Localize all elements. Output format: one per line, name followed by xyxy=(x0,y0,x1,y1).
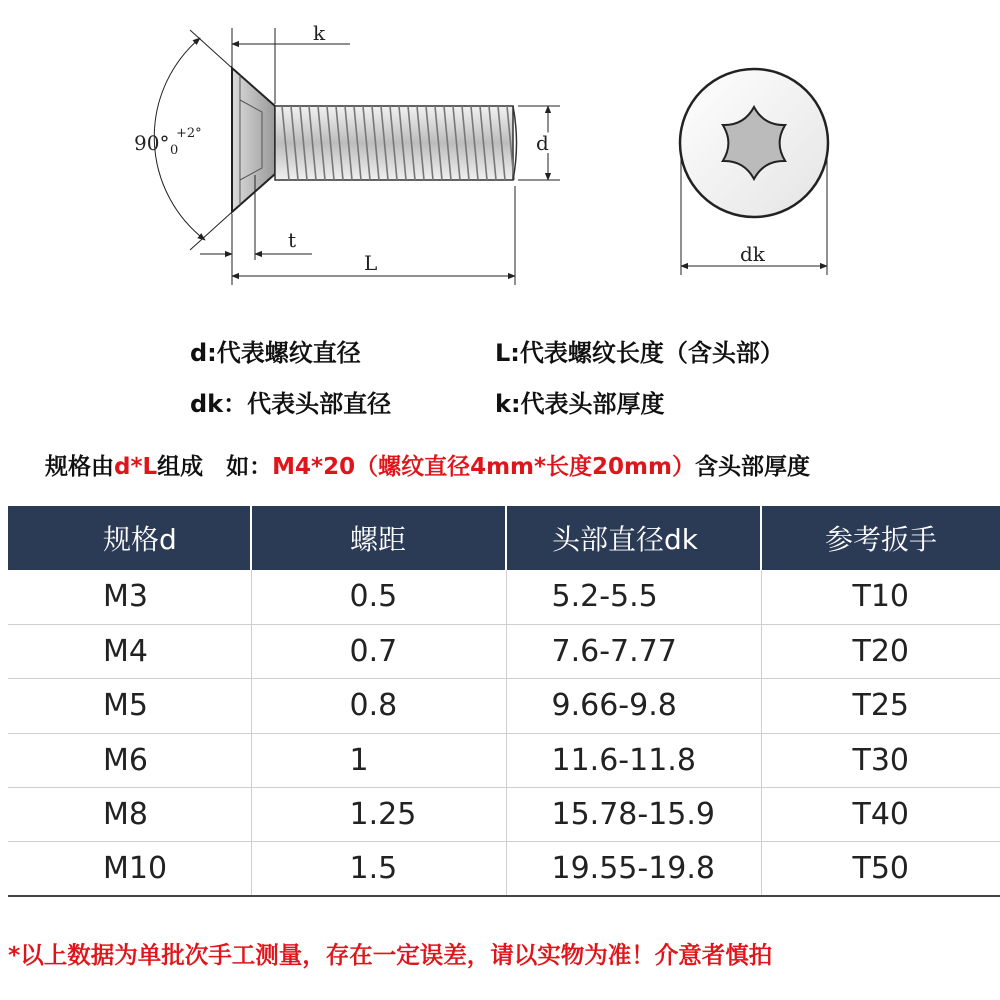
spec-description xyxy=(45,448,810,481)
cell-head-diameter: 11.6-11.8 xyxy=(506,733,761,787)
cell-size: M3 xyxy=(8,570,251,624)
dim-d xyxy=(518,106,560,180)
cell-head-diameter: 5.2-5.5 xyxy=(506,570,761,624)
disclaimer-note: *以上数据为单批次手工测量，存在一定误差，请以实物为准！介意者慎拍 xyxy=(8,941,773,969)
dim-angle xyxy=(134,30,232,250)
legend-dk: dk：代表头部直径 xyxy=(190,390,392,418)
header-pitch: 螺距 xyxy=(251,506,506,570)
table-row xyxy=(8,679,1000,733)
cell-size: M8 xyxy=(8,788,251,842)
label-angle-tol-top: +2° xyxy=(176,126,202,141)
cell-head-diameter: 15.78-15.9 xyxy=(506,788,761,842)
spec-middle: 组成 如： xyxy=(157,454,273,480)
cell-size: M10 xyxy=(8,842,251,896)
spec-formula: d*L xyxy=(114,454,158,480)
cell-size: M5 xyxy=(8,679,251,733)
table-row xyxy=(8,842,1000,896)
cell-size: M6 xyxy=(8,733,251,787)
screw-technical-drawing xyxy=(0,0,1000,300)
header-wrench: 参考扳手 xyxy=(761,506,1000,570)
cell-pitch: 1.5 xyxy=(251,842,506,896)
table-header-row xyxy=(8,506,1000,570)
legend-k: k:代表头部厚度 xyxy=(495,390,665,418)
cell-wrench: T50 xyxy=(761,842,1000,896)
legend-d: d:代表螺纹直径 xyxy=(190,339,361,367)
cell-head-diameter: 7.6-7.77 xyxy=(506,624,761,678)
cell-wrench: T25 xyxy=(761,679,1000,733)
header-size: 规格d xyxy=(8,506,251,570)
cell-size: M4 xyxy=(8,624,251,678)
cell-wrench: T20 xyxy=(761,624,1000,678)
spec-table xyxy=(8,506,1000,897)
cell-pitch: 1.25 xyxy=(251,788,506,842)
table-row xyxy=(8,570,1000,624)
table-row xyxy=(8,733,1000,787)
spec-example: M4*20（螺纹直径4mm*长度20mm） xyxy=(272,454,695,480)
legend-L: L:代表螺纹长度（含头部） xyxy=(495,339,784,367)
cell-pitch: 0.8 xyxy=(251,679,506,733)
cell-wrench: T40 xyxy=(761,788,1000,842)
cell-pitch: 0.5 xyxy=(251,570,506,624)
cell-pitch: 0.7 xyxy=(251,624,506,678)
label-angle: 90° xyxy=(134,131,170,155)
cell-wrench: T30 xyxy=(761,733,1000,787)
cell-head-diameter: 9.66-9.8 xyxy=(506,679,761,733)
label-d: d xyxy=(536,131,549,155)
header-head-diameter: 头部直径dk xyxy=(506,506,761,570)
label-angle-tol-bottom: 0 xyxy=(170,143,179,158)
cell-pitch: 1 xyxy=(251,733,506,787)
cell-head-diameter: 19.55-19.8 xyxy=(506,842,761,896)
table-row xyxy=(8,624,1000,678)
spec-suffix: 含头部厚度 xyxy=(694,454,810,480)
cell-wrench: T10 xyxy=(761,570,1000,624)
label-k: k xyxy=(313,21,326,45)
label-t: t xyxy=(288,228,297,252)
dim-L xyxy=(232,186,515,285)
label-L: L xyxy=(364,251,378,275)
screw-head-shape xyxy=(232,68,275,212)
spec-prefix: 规格由 xyxy=(45,454,114,480)
screw-top-view xyxy=(680,69,828,275)
table-row xyxy=(8,788,1000,842)
screw-drawing-svg xyxy=(0,0,1000,300)
label-dk: dk xyxy=(740,242,765,266)
